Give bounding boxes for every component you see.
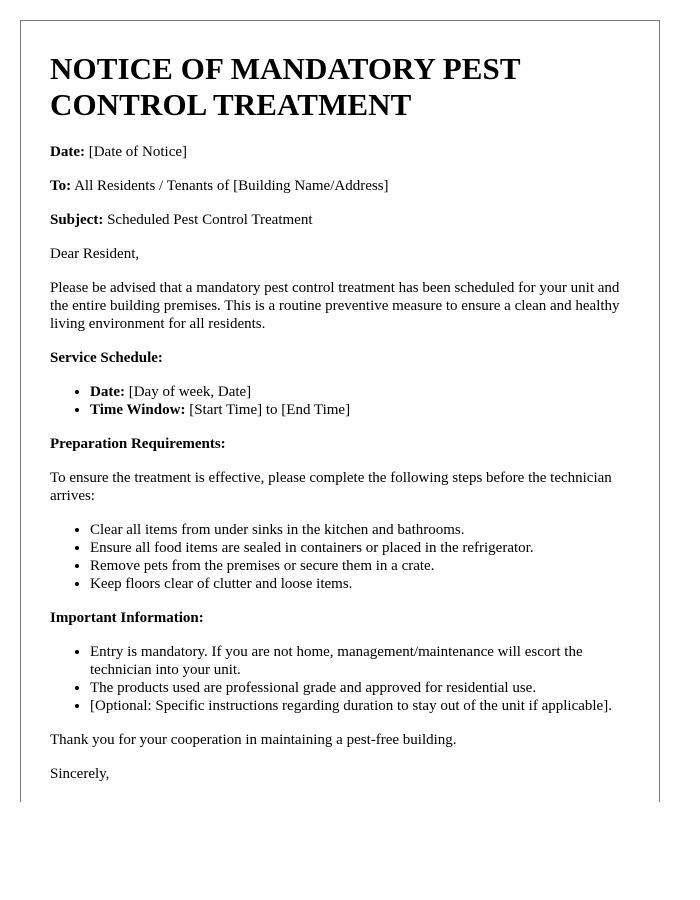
date-value: [Date of Notice] [88,144,188,160]
important-heading: Important Information: [50,610,204,626]
schedule-list [50,383,640,419]
to-line [50,177,640,195]
subject-label: Subject: [50,212,104,228]
subject-value: Scheduled Pest Control Treatment [107,212,313,228]
list-item: • Ensure all food items are sealed in containers or placed in the refrigerator. [90,539,640,557]
preparation-list [50,521,640,593]
schedule-heading: Service Schedule: [50,350,163,366]
to-value: All Residents / Tenants of [Building Name/Address] [74,178,389,194]
page-title: NOTICE OF MANDATORY PEST CONTROL TREATMENT [50,51,521,122]
schedule-date-label: Date: [90,384,125,400]
list-item: • Entry is mandatory. If you are not home, management/maintenance will escort the technician into your unit. [90,643,640,679]
list-item: • The products used are professional grade and approved for residential use. [90,679,640,697]
salutation: Dear Resident, [50,246,140,262]
preparation-intro: To ensure the treatment is effective, please complete the following steps before the technician arrives: [50,470,612,504]
list-item [90,383,640,401]
to-label: To: [50,178,72,194]
list-item: • [Optional: Specific instructions regarding duration to stay out of the unit if applicable]. [90,697,640,715]
closing: Sincerely, [50,766,110,782]
subject-line [50,211,640,229]
important-list [50,643,640,715]
document-page [20,20,660,802]
date-label: Date: [50,144,85,160]
date-line [50,143,640,161]
list-item [90,401,640,419]
thanks-paragraph: Thank you for your cooperation in maintaining a pest-free building. [50,732,457,748]
schedule-date-value: [Day of week, Date] [128,384,252,400]
list-item: • Remove pets from the premises or secure them in a crate. [90,557,640,575]
list-item: • Keep floors clear of clutter and loose items. [90,575,640,593]
intro-paragraph: Please be advised that a mandatory pest control treatment has been scheduled for your unit and the entire building premises. This is a routine preventive measure to ensure a clean and healthy living environment for all residents. [50,280,620,332]
schedule-time-value: [Start Time] to [End Time] [189,402,351,418]
document-content [50,51,640,799]
list-item: • Clear all items from under sinks in the kitchen and bathrooms. [90,521,640,539]
preparation-heading: Preparation Requirements: [50,436,226,452]
schedule-time-label: Time Window: [90,402,186,418]
